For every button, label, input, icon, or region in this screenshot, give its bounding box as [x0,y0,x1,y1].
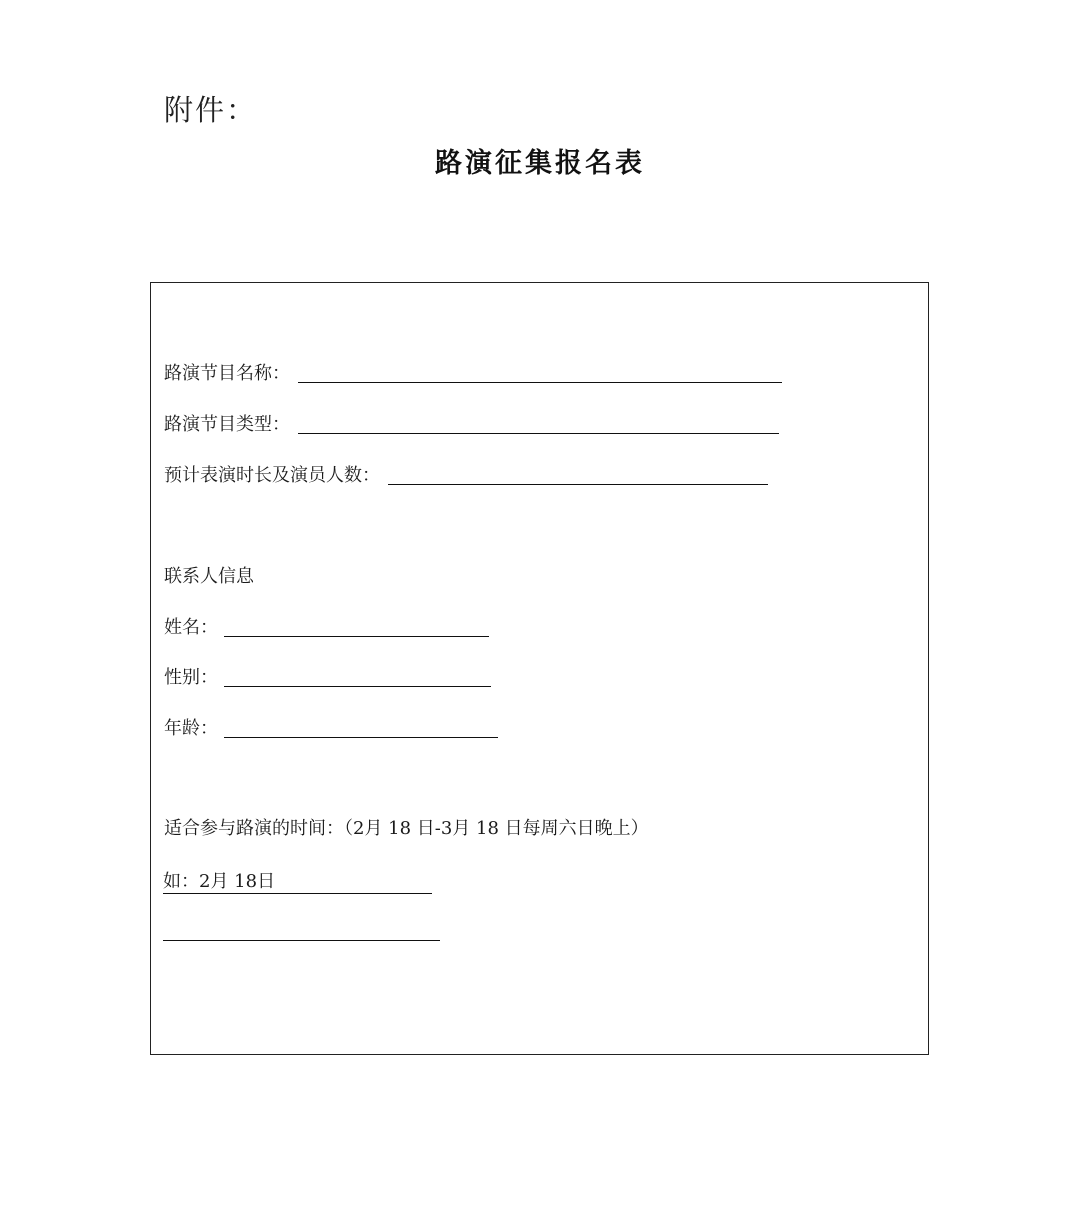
program-type-label: 路演节目类型： [164,414,290,435]
program-type-field[interactable] [298,413,779,434]
attachment-label: 附件： [164,93,258,127]
name-field[interactable] [224,616,489,637]
age-row [164,717,498,740]
duration-row [164,464,768,487]
gender-row [164,666,491,689]
program-name-label: 路演节目名称： [164,363,290,384]
time-answer-field[interactable] [163,940,440,941]
program-type-row [164,413,779,436]
age-label: 年龄： [164,718,218,739]
contact-section-title: 联系人信息 [164,566,254,587]
program-name-row [164,362,782,385]
name-label: 姓名： [164,617,218,638]
duration-field[interactable] [388,464,768,485]
time-label: 适合参与路演的时间：（2月 18 日-3月 18 日每周六日晚上） [164,818,649,839]
page-title: 路演征集报名表 [435,148,645,179]
age-field[interactable] [224,717,498,738]
example-date-field[interactable]: 如：2月 18日 [163,871,432,894]
gender-label: 性别： [164,667,218,688]
duration-label: 预计表演时长及演员人数： [164,465,380,486]
name-row [164,616,489,639]
gender-field[interactable] [224,666,491,687]
program-name-field[interactable] [298,362,782,383]
